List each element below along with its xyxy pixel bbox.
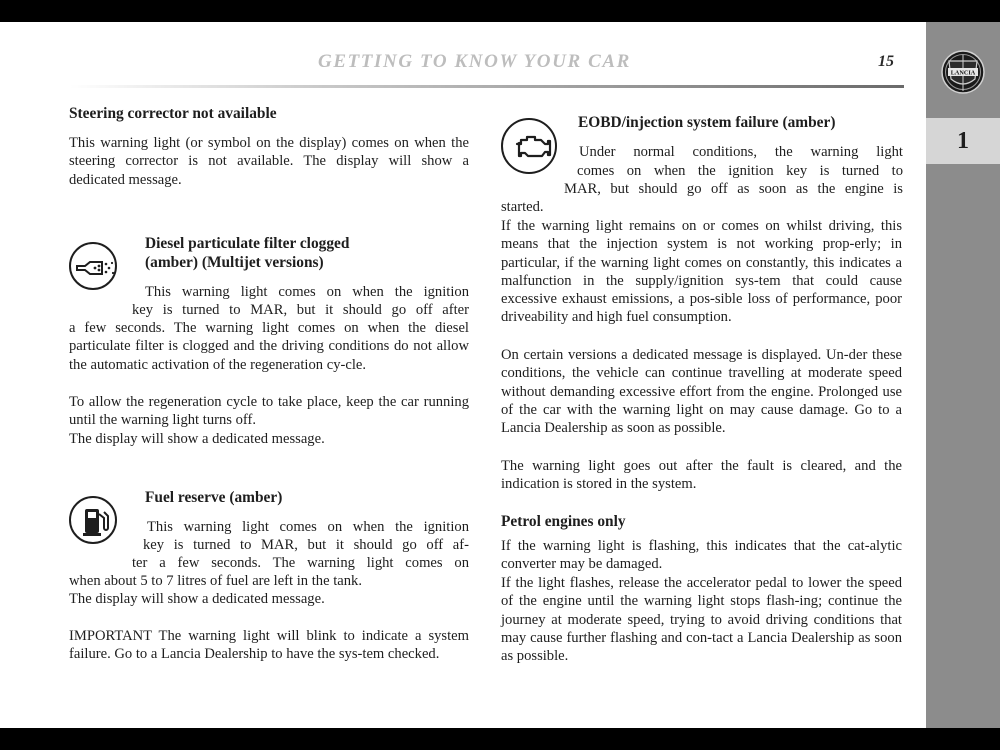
eobd-wrap-line1: Under normal conditions, the warning light — [579, 144, 903, 160]
dpf-wrap-line1: This warning light comes on when the ignition — [145, 284, 469, 300]
dpf-heading-line1: Diesel particulate filter clogged — [145, 235, 350, 252]
eobd-heading: EOBD/injection system failure (amber) — [578, 114, 836, 131]
chapter-sidebar — [926, 22, 1000, 728]
fuel-wrap-line3: ter a few seconds. The warning light comes on — [132, 555, 469, 571]
fuel-body: when about 5 to 7 litres of fuel are left in the tank. — [69, 573, 363, 589]
page-header-title: GETTING TO KNOW YOUR CAR — [318, 51, 631, 72]
page-number: 15 — [878, 53, 894, 70]
header-rule — [70, 85, 904, 88]
dpf-body-3: The display will show a dedicated message. — [69, 431, 325, 447]
steering-heading: Steering corrector not available — [69, 105, 277, 122]
dpf-warning-icon — [69, 242, 117, 290]
dpf-body-2: To allow the regeneration cycle to take place, keep the car running until the warning light turns off. — [69, 394, 469, 429]
petrol-body: If the warning light is flashing, this indicates that the cat-alytic converter may be damaged. — [501, 538, 902, 573]
dpf-body: a few seconds. The warning light comes on when the diesel particulate filter is clogged and the driving conditions do not allow the automatic activation of the regeneration cy-cle. — [69, 320, 469, 373]
eobd-body: If the warning light remains on or comes on whilst driving, this means that the injection system is not working prop-erly; in particular, if the warning light comes on constantly, this indicates a malfunction in the supply/ignition sys-tem that could cause excessive exhaust emissions, a pos-sible loss of performance, poor driveability and high fuel consumption. — [501, 218, 902, 326]
steering-body: This warning light (or symbol on the display) comes on when the steering corrector is not available. The display will show a dedicated message. — [69, 135, 469, 188]
petrol-heading: Petrol engines only — [501, 513, 626, 530]
eobd-wrap-line4: started. — [501, 199, 544, 215]
fuel-important: IMPORTANT The warning light will blink to indicate a system failure. Go to a Lancia Dealership to have the sys-tem checked. — [69, 628, 469, 663]
dpf-heading-line2: (amber) (Multijet versions) — [145, 254, 324, 271]
fuel-wrap-line1: This warning light comes on when the ignition — [147, 519, 469, 535]
fuel-heading: Fuel reserve (amber) — [145, 489, 283, 506]
fuel-pump-icon — [69, 496, 117, 544]
dpf-wrap-line2: key is turned to MAR, but it should go off after — [132, 302, 469, 318]
eobd-wrap-line2: comes on when the ignition key is turned to — [577, 163, 903, 179]
manual-page — [0, 22, 1000, 728]
fuel-wrap-line2: key is turned to MAR, but it should go off af- — [143, 537, 469, 553]
eobd-body-2: On certain versions a dedicated message is displayed. Un-der these conditions, the vehicle can continue travelling at moderate speed without demanding excessive effort from the engine. Prolonged use of the car with the warning light on may cause damage. Go to a Lancia Dealership as soon as possible. — [501, 347, 902, 437]
chapter-tab[interactable]: 1 — [926, 118, 1000, 164]
eobd-body-3: The warning light goes out after the fault is cleared, and the indication is stored in the system. — [501, 458, 902, 493]
engine-check-icon — [501, 118, 557, 174]
lancia-shield-icon — [940, 49, 986, 95]
eobd-wrap-line3: MAR, but should go off as soon as the engine is — [564, 181, 903, 197]
fuel-body-2: The display will show a dedicated message. — [69, 591, 325, 607]
lancia-logo — [926, 22, 1000, 117]
logo-lettering: LANCIA — [950, 69, 976, 77]
petrol-body-2: If the light flashes, release the accelerator pedal to lower the speed of the engine until the warning light stops flash-ing; continue the journey at moderate speed, trying to avoid driving conditions that may cause further flashing and con-tact a Lancia Dealership as soon as possible. — [501, 575, 902, 665]
